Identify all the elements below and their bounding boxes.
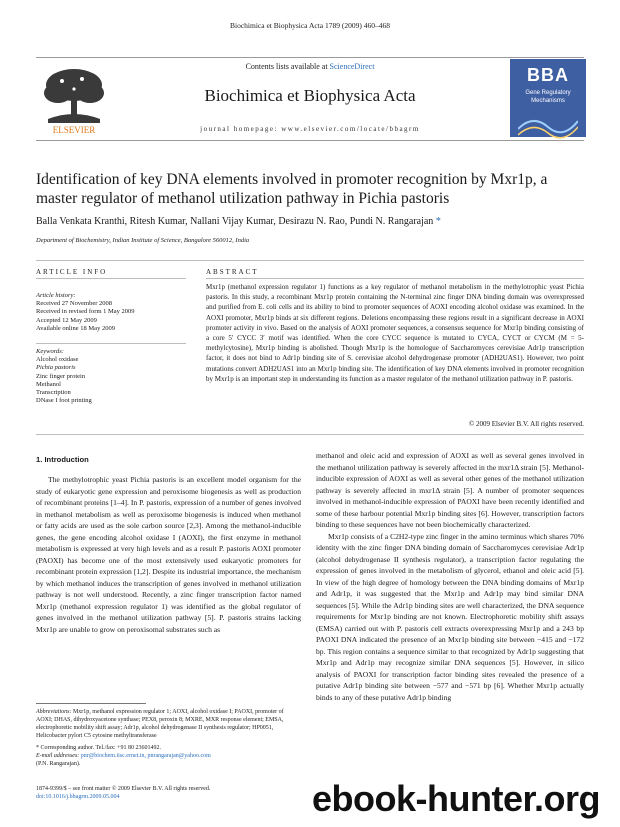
affiliation: Department of Biochemistry, Indian Institute of Science, Bangalore 560012, India xyxy=(36,237,250,244)
keywords-label: Keywords: xyxy=(36,348,64,356)
history-item: Available online 18 May 2009 xyxy=(36,324,115,332)
abstract-divider xyxy=(206,278,584,279)
cover-title: BBA xyxy=(527,65,569,85)
info-inner-divider xyxy=(36,333,186,344)
body-column-left xyxy=(36,474,301,635)
top-divider xyxy=(36,260,584,261)
journal-title: Biochimica et Biophysica Acta xyxy=(204,86,416,105)
body-column-right xyxy=(316,450,584,703)
copyright: © 2009 Elsevier B.V. All rights reserved. xyxy=(468,420,584,428)
author-list xyxy=(36,216,591,227)
keyword: Methanol xyxy=(36,380,61,388)
watermark: ebook-hunter.org xyxy=(312,778,600,819)
contents-prefix: Contents lists available at xyxy=(245,62,330,71)
keyword: Alcohol oxidase xyxy=(36,356,79,364)
footnote-rule xyxy=(36,703,146,704)
homepage-prefix: journal homepage: xyxy=(200,125,282,133)
keyword: Pichia pastoris xyxy=(36,364,76,372)
article-info-heading: ARTICLE INFO xyxy=(36,268,108,276)
corresponding-author-mark[interactable]: * xyxy=(435,216,441,227)
homepage-link[interactable]: www.elsevier.com/locate/bbagrm xyxy=(281,125,420,133)
paragraph: methanol and oleic acid and expression of AOXI as well as several genes involved in the methanol utilization pathway is severely affected in the mxr1Δ strain [5]. Methanol-inducible expression of AOXI as well as several other genes of the methanol utilization pathway is severely affected in mxr1Δ strain [5]. A number of promoter sequences involved in methanol-inducible expression of PAOXI have been recently identified and some of these harbour potential Mxr1p binding sites [6]. However, transcription factors binding to these sequences have not been biochemically characterized. xyxy=(316,451,584,529)
keyword: Transcription xyxy=(36,389,71,397)
running-head: Biochimica et Biophysica Acta 1789 (2009) 460–468 xyxy=(230,21,390,30)
history-item: Received in revised form 1 May 2009 xyxy=(36,308,135,316)
cover-subtitle: Gene Regulatory Mechanisms xyxy=(525,90,571,104)
email-label: E-mail addresses: xyxy=(36,753,80,759)
abbreviations-footnote xyxy=(36,708,301,740)
article-info xyxy=(36,292,176,405)
issn-line: 1874-9399/$ – see front matter © 2009 Elsevier B.V. All rights reserved. xyxy=(36,786,211,792)
paragraph: Mxr1p consists of a C2H2-type zinc finger in the amino terminus which shares 70% identity with the zinc finger DNA binding domain of Saccharomyces cerevisiae Adr1p (alcohol dehydrogenase II synthesis regulator), a transcription factor regulating the expression of genes involved in the metabolism of glycerol, ethanol and oleic acid [5]. In view of the high degree of homology between the DNA binding domains of Mxr1p and Adr1p, it was suggested that the Mxr1p and Adr1p may bind similar DNA sequences [5]. While the Adr1p binding sites are well characterized, the DNA sequence requirements for Mxr1p binding are not known. Electrophoretic mobility shift assays (EMSA) carried out with P. pastoris cell extracts overexpressing Mxr1p and a 243 bp PAOXI DNA indicated the presence of an Mxr1p binding site between −415 and −172 bp. This region contains a sequence similar to that recognized by Adr1p suggesting that Mxr1p and Adr1p may recognize similar DNA sequences [5]. However, in silico analysis of PAOXI for transcription factor binding sites revealed the presence of a putative Adr1p binding site between −577 and −571 bp [6]. Whether Mxr1p actually binds to any of these putative Adr1p binding xyxy=(316,531,584,702)
abstract-heading: ABSTRACT xyxy=(206,268,259,276)
footnotes xyxy=(36,708,301,768)
article-title: Identification of key DNA elements involved in promoter recognition by Mxr1p, a master regulator of methanol utilization pathway in Pichia pastoris xyxy=(36,171,548,207)
info-divider xyxy=(36,278,186,279)
history-item: Received 27 November 2008 xyxy=(36,300,112,308)
publisher-wordmark: ELSEVIER xyxy=(52,125,96,135)
section-heading: 1. Introduction xyxy=(36,455,89,464)
authors: Balla Venkata Kranthi, Ritesh Kumar, Nallani Vijay Kumar, Desirazu N. Rao, Pundi N. Rangarajan xyxy=(36,216,434,227)
abstract-bottom-divider xyxy=(36,434,584,435)
email-footnote xyxy=(36,752,301,760)
abbreviations-label: Abbreviations: xyxy=(36,709,72,715)
journal-cover xyxy=(510,59,586,137)
email-person: (P.N. Rangarajan). xyxy=(36,761,81,767)
keyword: Zinc finger protein xyxy=(36,372,86,380)
cover-graphic xyxy=(518,109,578,139)
abstract-text: Mxr1p (methanol expression regulator 1) functions as a key regulator of methanol metabolism in the methylotrophic yeast Pichia pastoris. In this study, a recombinant Mxr1p protein containing the N-terminal zinc finger DNA binding domain was overexpressed and purified from E. coli cells and its ability to bind to promoter sequences of AOXI encoding alcohol oxidase was examined. In the AOXI promoter, Mxr1p binds at six different regions. Deletions encompassing these regions result in a significant decrease in AOXI promoter activity in vivo. Based on the analysis of AOXI promoter sequences, a consensus sequence for Mxr1p binding consisting of a core 5′ CYCC 3′ motif was identified. When the core CYCC sequence is mutated to CYCA, CYCT or CYCM (M = 5-methylcytosine), Mxr1p binding is abolished. Though Mxr1p is the homologue of Saccharomyces cerevisiae Adr1p transcription factor, it does not bind to Adr1p binding site of S. cerevisiae alcohol dehydrogenase promoter (ADH2UAS1). However, two point mutations convert ADH2UAS1 into an Mxr1p binding site. The identification of key DNA elements involved in promoter recognition by Mxr1p is an important step in understanding its function as a master regulator of the methanol utilization pathway in P. pastoris. xyxy=(206,283,584,383)
abbreviations-text: Mxr1p, methanol expression regulator 1; AOXI, alcohol oxidase I; PAOXI, promoter of AOXI; DHAS, dihydroxyacetone synthase; PEX8, peroxin 8; MXRE, MXR response element; EMSA, electrophoretic mobility shift assay; Adr1p, alcohol dehydrogenase II synthesis regulator; HP0051, Helicobacter pylori C5 cytosine methyltransferase xyxy=(36,709,284,739)
doi-link[interactable]: doi:10.1016/j.bbagrm.2009.05.004 xyxy=(36,794,120,800)
keyword: DNase I foot printing xyxy=(36,397,92,405)
email-links[interactable]: pnr@biochem.iisc.ernet.in, pnrangarajan@yahoo.com xyxy=(80,753,211,759)
sciencedirect-link[interactable]: ScienceDirect xyxy=(329,62,375,71)
corresponding-footnote: * Corresponding author. Tel./fax: +91 80 23601492. xyxy=(36,745,162,751)
paragraph: The methylotrophic yeast Pichia pastoris is an excellent model organism for the study of eukaryotic gene expression and peroxisome biogenesis as well as production of recombinant proteins [1–4]. In P. pastoris, expression of a number of genes involved in methanol metabolism as well as peroxisome biogenesis is induced when methanol or fatty acids are used as the sole carbon source [2,3]. Among the methanol-inducible genes, the gene encoding alcohol oxidase I (AOXI), the first enzyme in methanol metabolism is expressed at very high levels and as a result P. pastoris AOXI promoter (PAOXI) has become one of the most extensively used eukaryotic promoters for recombinant protein expression [1,2]. Despite its industrial importance, the mechanism by which methanol induces the transcription of genes involved in methanol utilization pathway is not well understood. Recently, a zinc finger transcription factor named Mxr1p (methanol expression regulator 1) was identified as the global regulator of genes involved in the methanol utilization pathway [5]. P. pastoris strains lacking Mxr1p are unable to grow on peroxisomal substrates such as xyxy=(36,475,301,634)
history-item: Accepted 12 May 2009 xyxy=(36,316,97,324)
history-label: Article history: xyxy=(36,292,76,299)
